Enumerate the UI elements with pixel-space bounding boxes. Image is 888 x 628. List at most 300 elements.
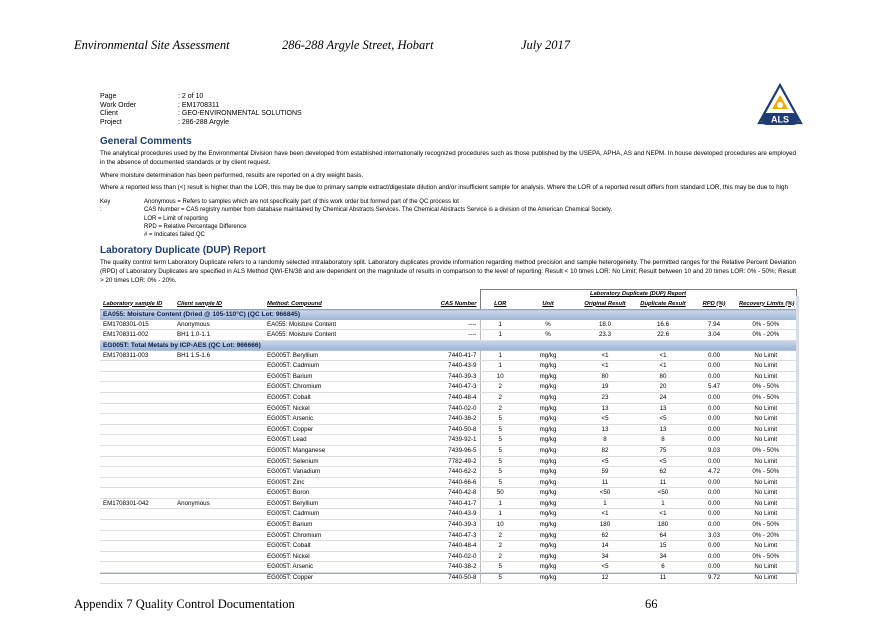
cell-lab-id [100,573,174,584]
cell-lor: 5 [480,456,520,467]
cell-lor: 5 [480,435,520,446]
meta-value: : 286-288 Argyle [178,119,229,128]
header-address: 286-288 Argyle Street, Hobart [282,38,434,52]
cell-client-id [174,361,264,372]
cell-lor: 1 [480,330,520,341]
cell-lor: 5 [480,424,520,435]
cell-lor: 10 [480,520,520,531]
key-item: CAS Number = CAS registry number from database maintained by Chemical Abstracts Services. The Chemical Abstracts Service is a division of the American Chemical Society. [144,207,613,214]
cell-duplicate: 64 [634,530,692,541]
cell-cas: 7440-02-0 [374,551,480,562]
cell-lor: 5 [480,573,520,584]
cell-recovery: No Limit [736,456,796,467]
cell-lor: 1 [480,509,520,520]
table-row [100,562,796,573]
cell-cas: 7440-50-8 [374,424,480,435]
cell-cas: 7440-47-3 [374,382,480,393]
cell-method: EG005T: Nickel [264,551,374,562]
cell-cas: 7440-39-3 [374,371,480,382]
footer-page-number: 66 [645,597,658,611]
cell-original: 23 [576,392,634,403]
cell-lab-id: EM1708301-015 [100,320,174,330]
cell-method: EG005T: Chromium [264,382,374,393]
cell-lab-id [100,488,174,499]
cell-lor: 2 [480,382,520,393]
cell-lor: 1 [480,320,520,330]
cell-duplicate: 80 [634,371,692,382]
cell-rpd: 0.00 [692,551,736,562]
cell-unit: % [520,330,576,341]
cell-lab-id [100,414,174,425]
cell-rpd: 0.00 [692,477,736,488]
cell-client-id [174,530,264,541]
cell-client-id [174,445,264,456]
key-item: Anonymous = Refers to samples which are not specifically part of this work order but formed part of the QC process lot [144,199,459,205]
cell-method: EG005T: Barium [264,371,374,382]
cell-lab-id [100,382,174,393]
key-items [144,198,612,239]
cell-lab-id [100,371,174,382]
table-section-header [100,340,796,350]
cell-unit: mg/kg [520,414,576,425]
cell-lor: 2 [480,541,520,552]
cell-recovery: 0% - 50% [736,520,796,531]
cell-unit: mg/kg [520,435,576,446]
table-row [100,424,796,435]
cell-rpd: 0.00 [692,509,736,520]
cell-lor: 1 [480,351,520,361]
cell-cas: 7440-42-8 [374,488,480,499]
cell-original: 34 [576,551,634,562]
cell-recovery: 0% - 50% [736,551,796,562]
cell-recovery: 0% - 20% [736,530,796,541]
table-row [100,520,796,531]
cell-method: EG005T: Zinc [264,477,374,488]
cell-original: 13 [576,424,634,435]
cell-original: <1 [576,361,634,372]
cell-unit: % [520,320,576,330]
key-item: LOR = Limit of reporting [144,215,208,222]
cell-lor: 2 [480,392,520,403]
dup-report-paragraph: The quality control term Laboratory Duplicate refers to a randomly selected intralaboratory split. Laboratory duplicates provide information regarding method precision and sample heterogeneity. The permitted ranges for the Relative Percent Deviation (RPD) of Laboratory Duplicates are specified in ALS Method QWI-EN/38 and are dependent on the magnitude of results in comparison to the level of reporting: Result < 10 times LOR: No Limit; Result between 10 and 20 times LOR: 0% - 50%; Result > 20 times LOR: 0% - 20%. [100,259,796,284]
cell-client-id: Anonymous [174,320,264,330]
table-row [100,530,796,541]
meta-row [100,93,302,102]
cell-recovery: No Limit [736,498,796,509]
cell-duplicate: 6 [634,562,692,573]
cell-recovery: No Limit [736,361,796,372]
cell-unit: mg/kg [520,488,576,499]
cell-cas: 7440-47-3 [374,530,480,541]
cell-lor: 1 [480,361,520,372]
cell-original: 11 [576,477,634,488]
col-original: Original Result [576,300,634,310]
cell-rpd: 5.47 [692,382,736,393]
cell-duplicate: 13 [634,424,692,435]
cell-rpd: 0.00 [692,361,736,372]
cell-duplicate: 16.6 [634,320,692,330]
table-row [100,498,796,509]
general-comments-p3: Where a reported less than (<) result is higher than the LOR, this may be due to primary sample extract/digestate dilution and/or insufficient sample for analysis. Where the LOR of a reported result differs from standard LOR, this may be due to high [100,184,789,191]
col-lab-id: Laboratory sample ID [100,300,174,310]
meta-value: : EM1708311 [178,102,219,111]
cell-recovery: No Limit [736,488,796,499]
table-row [100,488,796,499]
cell-cas: ---- [374,330,480,341]
cell-rpd: 0.00 [692,392,736,403]
cell-recovery: 0% - 50% [736,445,796,456]
cell-recovery: No Limit [736,424,796,435]
cell-lab-id [100,361,174,372]
cell-cas: 7440-39-3 [374,520,480,531]
cell-rpd: 0.00 [692,371,736,382]
cell-unit: mg/kg [520,403,576,414]
col-rpd: RPD (%) [692,300,736,310]
cell-client-id [174,414,264,425]
table-row [100,573,796,584]
cell-cas: 7440-66-6 [374,477,480,488]
col-unit: Unit [520,300,576,310]
cell-unit: mg/kg [520,541,576,552]
cell-original: 18.0 [576,320,634,330]
cell-cas: 7440-38-2 [374,562,480,573]
table-bottom-rule [100,573,796,574]
cell-lab-id [100,467,174,478]
cell-original: <5 [576,456,634,467]
cell-client-id [174,551,264,562]
cell-lab-id [100,530,174,541]
cell-rpd: 0.00 [692,498,736,509]
cell-duplicate: 180 [634,520,692,531]
key-label: Key : [100,199,111,214]
cell-method: EG005T: Boron [264,488,374,499]
cell-original: 1 [576,498,634,509]
cell-duplicate: 20 [634,382,692,393]
footer-label: Appendix 7 Quality Control Documentation [74,597,295,611]
cell-client-id [174,467,264,478]
table-row [100,361,796,372]
cell-original: 14 [576,541,634,552]
cell-duplicate: 34 [634,551,692,562]
col-method: Method: Compound [264,300,374,310]
cell-cas: 7439-92-1 [374,435,480,446]
duplicate-table [100,289,797,584]
general-comments-heading: General Comments [100,136,192,147]
cell-recovery: 0% - 50% [736,467,796,478]
cell-duplicate: <1 [634,351,692,361]
cell-recovery: No Limit [736,371,796,382]
key-item: # = Indicates failed QC [144,232,205,239]
cell-cas: 7440-43-9 [374,509,480,520]
cell-lab-id [100,520,174,531]
cell-duplicate: 11 [634,573,692,584]
cell-unit: mg/kg [520,361,576,372]
table-row [100,551,796,562]
cell-unit: mg/kg [520,551,576,562]
cell-unit: mg/kg [520,467,576,478]
dup-report-heading: Laboratory Duplicate (DUP) Report [100,245,266,256]
meta-row [100,102,302,111]
cell-unit: mg/kg [520,371,576,382]
cell-lab-id [100,477,174,488]
cell-duplicate: 8 [634,435,692,446]
cell-cas: 7440-48-4 [374,541,480,552]
cell-lor: 2 [480,551,520,562]
cell-duplicate: 13 [634,403,692,414]
cell-rpd: 0.00 [692,351,736,361]
cell-duplicate: <50 [634,488,692,499]
cell-original: 82 [576,445,634,456]
cell-lab-id [100,551,174,562]
cell-rpd: 3.04 [692,330,736,341]
cell-unit: mg/kg [520,424,576,435]
cell-method: EG005T: Cobalt [264,392,374,403]
cell-method: EG005T: Arsenic [264,414,374,425]
cell-original: 59 [576,467,634,478]
cell-rpd: 0.00 [692,488,736,499]
cell-recovery: No Limit [736,562,796,573]
table-row [100,320,796,330]
meta-label: Project [100,118,122,126]
cell-original: 8 [576,435,634,446]
cell-unit: mg/kg [520,498,576,509]
cell-rpd: 0.00 [692,424,736,435]
cell-rpd: 0.00 [692,562,736,573]
cell-recovery: No Limit [736,403,796,414]
cell-client-id [174,371,264,382]
cell-method: EG005T: Selenium [264,456,374,467]
cell-client-id [174,424,264,435]
cell-unit: mg/kg [520,351,576,361]
cell-recovery: No Limit [736,351,796,361]
cell-unit: mg/kg [520,456,576,467]
cell-recovery: No Limit [736,573,796,584]
cell-cas: 7440-02-0 [374,403,480,414]
meta-row [100,110,302,119]
cell-method: EG005T: Copper [264,424,374,435]
cell-method: EG005T: Cobalt [264,541,374,552]
cell-cas: 7440-48-4 [374,392,480,403]
cell-cas: ---- [374,320,480,330]
table-row [100,351,796,361]
cell-original: 23.3 [576,330,634,341]
cell-original: 62 [576,530,634,541]
cell-method: EG005T: Cadmium [264,361,374,372]
cell-client-id [174,392,264,403]
table-column-header [100,300,796,310]
cell-unit: mg/kg [520,530,576,541]
cell-method: EG005T: Copper [264,573,374,584]
cell-rpd: 3.03 [692,530,736,541]
cell-recovery: 0% - 20% [736,330,796,341]
group-header-label: Laboratory Duplicate (DUP) Report [480,290,796,300]
cell-method: EG005T: Vanadium [264,467,374,478]
cell-rpd: 0.00 [692,456,736,467]
header-title: Environmental Site Assessment [74,38,230,52]
cell-duplicate: <5 [634,456,692,467]
cell-duplicate: 22.6 [634,330,692,341]
cell-duplicate: 1 [634,498,692,509]
cell-original: 180 [576,520,634,531]
table-row [100,330,796,341]
table-body [100,310,796,583]
cell-rpd: 9.03 [692,445,736,456]
cell-original: 19 [576,382,634,393]
cell-client-id [174,509,264,520]
cell-duplicate: 75 [634,445,692,456]
table-row [100,392,796,403]
cell-lab-id [100,424,174,435]
cell-rpd: 7.94 [692,320,736,330]
table-shadow [796,296,799,574]
cell-lor: 2 [480,403,520,414]
cell-method: EG005T: Barium [264,520,374,531]
cell-lab-id [100,562,174,573]
cell-lab-id [100,403,174,414]
table-row [100,403,796,414]
cell-duplicate: 15 [634,541,692,552]
cell-client-id [174,520,264,531]
cell-original: 80 [576,371,634,382]
cell-recovery: No Limit [736,477,796,488]
table-row [100,371,796,382]
cell-recovery: No Limit [736,414,796,425]
table-group-header [100,290,796,300]
general-comments-p2: Where moisture determination has been performed, results are reported on a dry weight basis. [100,172,364,179]
cell-client-id [174,488,264,499]
meta-label: Work Order [100,101,137,109]
table-row [100,467,796,478]
cell-lab-id [100,445,174,456]
meta-label: Page [100,93,117,100]
cell-client-id [174,382,264,393]
cell-cas: 7440-38-2 [374,414,480,425]
cell-lab-id: EM1708311-002 [100,330,174,341]
cell-recovery: 0% - 50% [736,320,796,330]
cell-duplicate: 11 [634,477,692,488]
cell-unit: mg/kg [520,573,576,584]
cell-unit: mg/kg [520,392,576,403]
cell-rpd: 0.00 [692,414,736,425]
cell-cas: 7440-50-8 [374,573,480,584]
cell-lor: 5 [480,414,520,425]
col-recovery: Recovery Limits (%) [736,300,796,310]
cell-client-id [174,573,264,584]
cell-client-id: Anonymous [174,498,264,509]
table-row [100,435,796,446]
meta-value: : GEO-ENVIRONMENTAL SOLUTIONS [178,110,302,119]
table-row [100,509,796,520]
cell-client-id: BH1 1.0-1.1 [174,330,264,341]
cell-duplicate: <5 [634,414,692,425]
cell-lab-id: EM1708311-003 [100,351,174,361]
cell-method: EG005T: Nickel [264,403,374,414]
cell-lor: 1 [480,498,520,509]
cell-rpd: 0.00 [692,541,736,552]
cell-lor: 50 [480,488,520,499]
cell-client-id: BH1 1.5-1.6 [174,351,264,361]
meta-label: Client [100,110,118,118]
cell-lor: 5 [480,445,520,456]
table-row [100,456,796,467]
cell-recovery: No Limit [736,435,796,446]
cell-method: EA055: Moisture Content [264,320,374,330]
table-section-header [100,310,796,320]
cell-lab-id: EM1708301-042 [100,498,174,509]
table-row [100,541,796,552]
cell-method: EG005T: Chromium [264,530,374,541]
col-cas: CAS Number [374,300,480,310]
cell-original: <1 [576,509,634,520]
cell-lor: 2 [480,530,520,541]
cell-lab-id [100,456,174,467]
cell-cas: 7782-49-2 [374,456,480,467]
cell-recovery: 0% - 50% [736,392,796,403]
table-row [100,382,796,393]
cell-original: <5 [576,562,634,573]
cell-unit: mg/kg [520,562,576,573]
table-row [100,477,796,488]
cell-method: EG005T: Arsenic [264,562,374,573]
cell-duplicate: <1 [634,509,692,520]
cell-rpd: 0.00 [692,403,736,414]
cell-lor: 10 [480,371,520,382]
cell-client-id [174,403,264,414]
cell-cas: 7440-41-7 [374,351,480,361]
cell-lor: 5 [480,562,520,573]
cell-unit: mg/kg [520,520,576,531]
header-date: July 2017 [521,38,570,52]
cell-recovery: No Limit [736,541,796,552]
meta-row [100,119,302,128]
cell-rpd: 9.72 [692,573,736,584]
cell-cas: 7440-43-9 [374,361,480,372]
cell-original: <5 [576,414,634,425]
cell-method: EG005T: Cadmium [264,509,374,520]
cell-method: EG005T: Beryllium [264,351,374,361]
cell-duplicate: 62 [634,467,692,478]
cell-lab-id [100,509,174,520]
cell-recovery: No Limit [736,509,796,520]
key-item: RPD = Relative Percentage Difference [144,223,247,230]
section-title: EG005T: Total Metals by ICP-AES (QC Lot: 966666) [100,340,796,350]
general-comments-p1: The analytical procedures used by the Environmental Division have been developed from established internationally recognized procedures such as those published by the USEPA, APHA, AS and NEPM. In house developed procedures are employed in the absence of documented standards or by client request. [100,150,796,166]
cell-cas: 7439-96-5 [374,445,480,456]
cell-lab-id [100,541,174,552]
cell-original: 12 [576,573,634,584]
meta-value: : 2 of 10 [178,93,203,102]
cell-original: <50 [576,488,634,499]
cell-rpd: 0.00 [692,520,736,531]
cell-unit: mg/kg [520,509,576,520]
cell-duplicate: <1 [634,361,692,372]
cell-client-id [174,541,264,552]
col-duplicate: Duplicate Result [634,300,692,310]
table-row [100,445,796,456]
cell-rpd: 0.00 [692,435,736,446]
cell-original: 13 [576,403,634,414]
col-client-id: Client sample ID [174,300,264,310]
cell-unit: mg/kg [520,445,576,456]
logo-text: ALS [771,114,789,125]
cell-method: EA055: Moisture Content [264,330,374,341]
cell-duplicate: 24 [634,392,692,403]
cell-rpd: 4.72 [692,467,736,478]
cell-method: EG005T: Beryllium [264,498,374,509]
als-logo [757,83,803,135]
cell-lor: 5 [480,477,520,488]
cell-lab-id [100,435,174,446]
